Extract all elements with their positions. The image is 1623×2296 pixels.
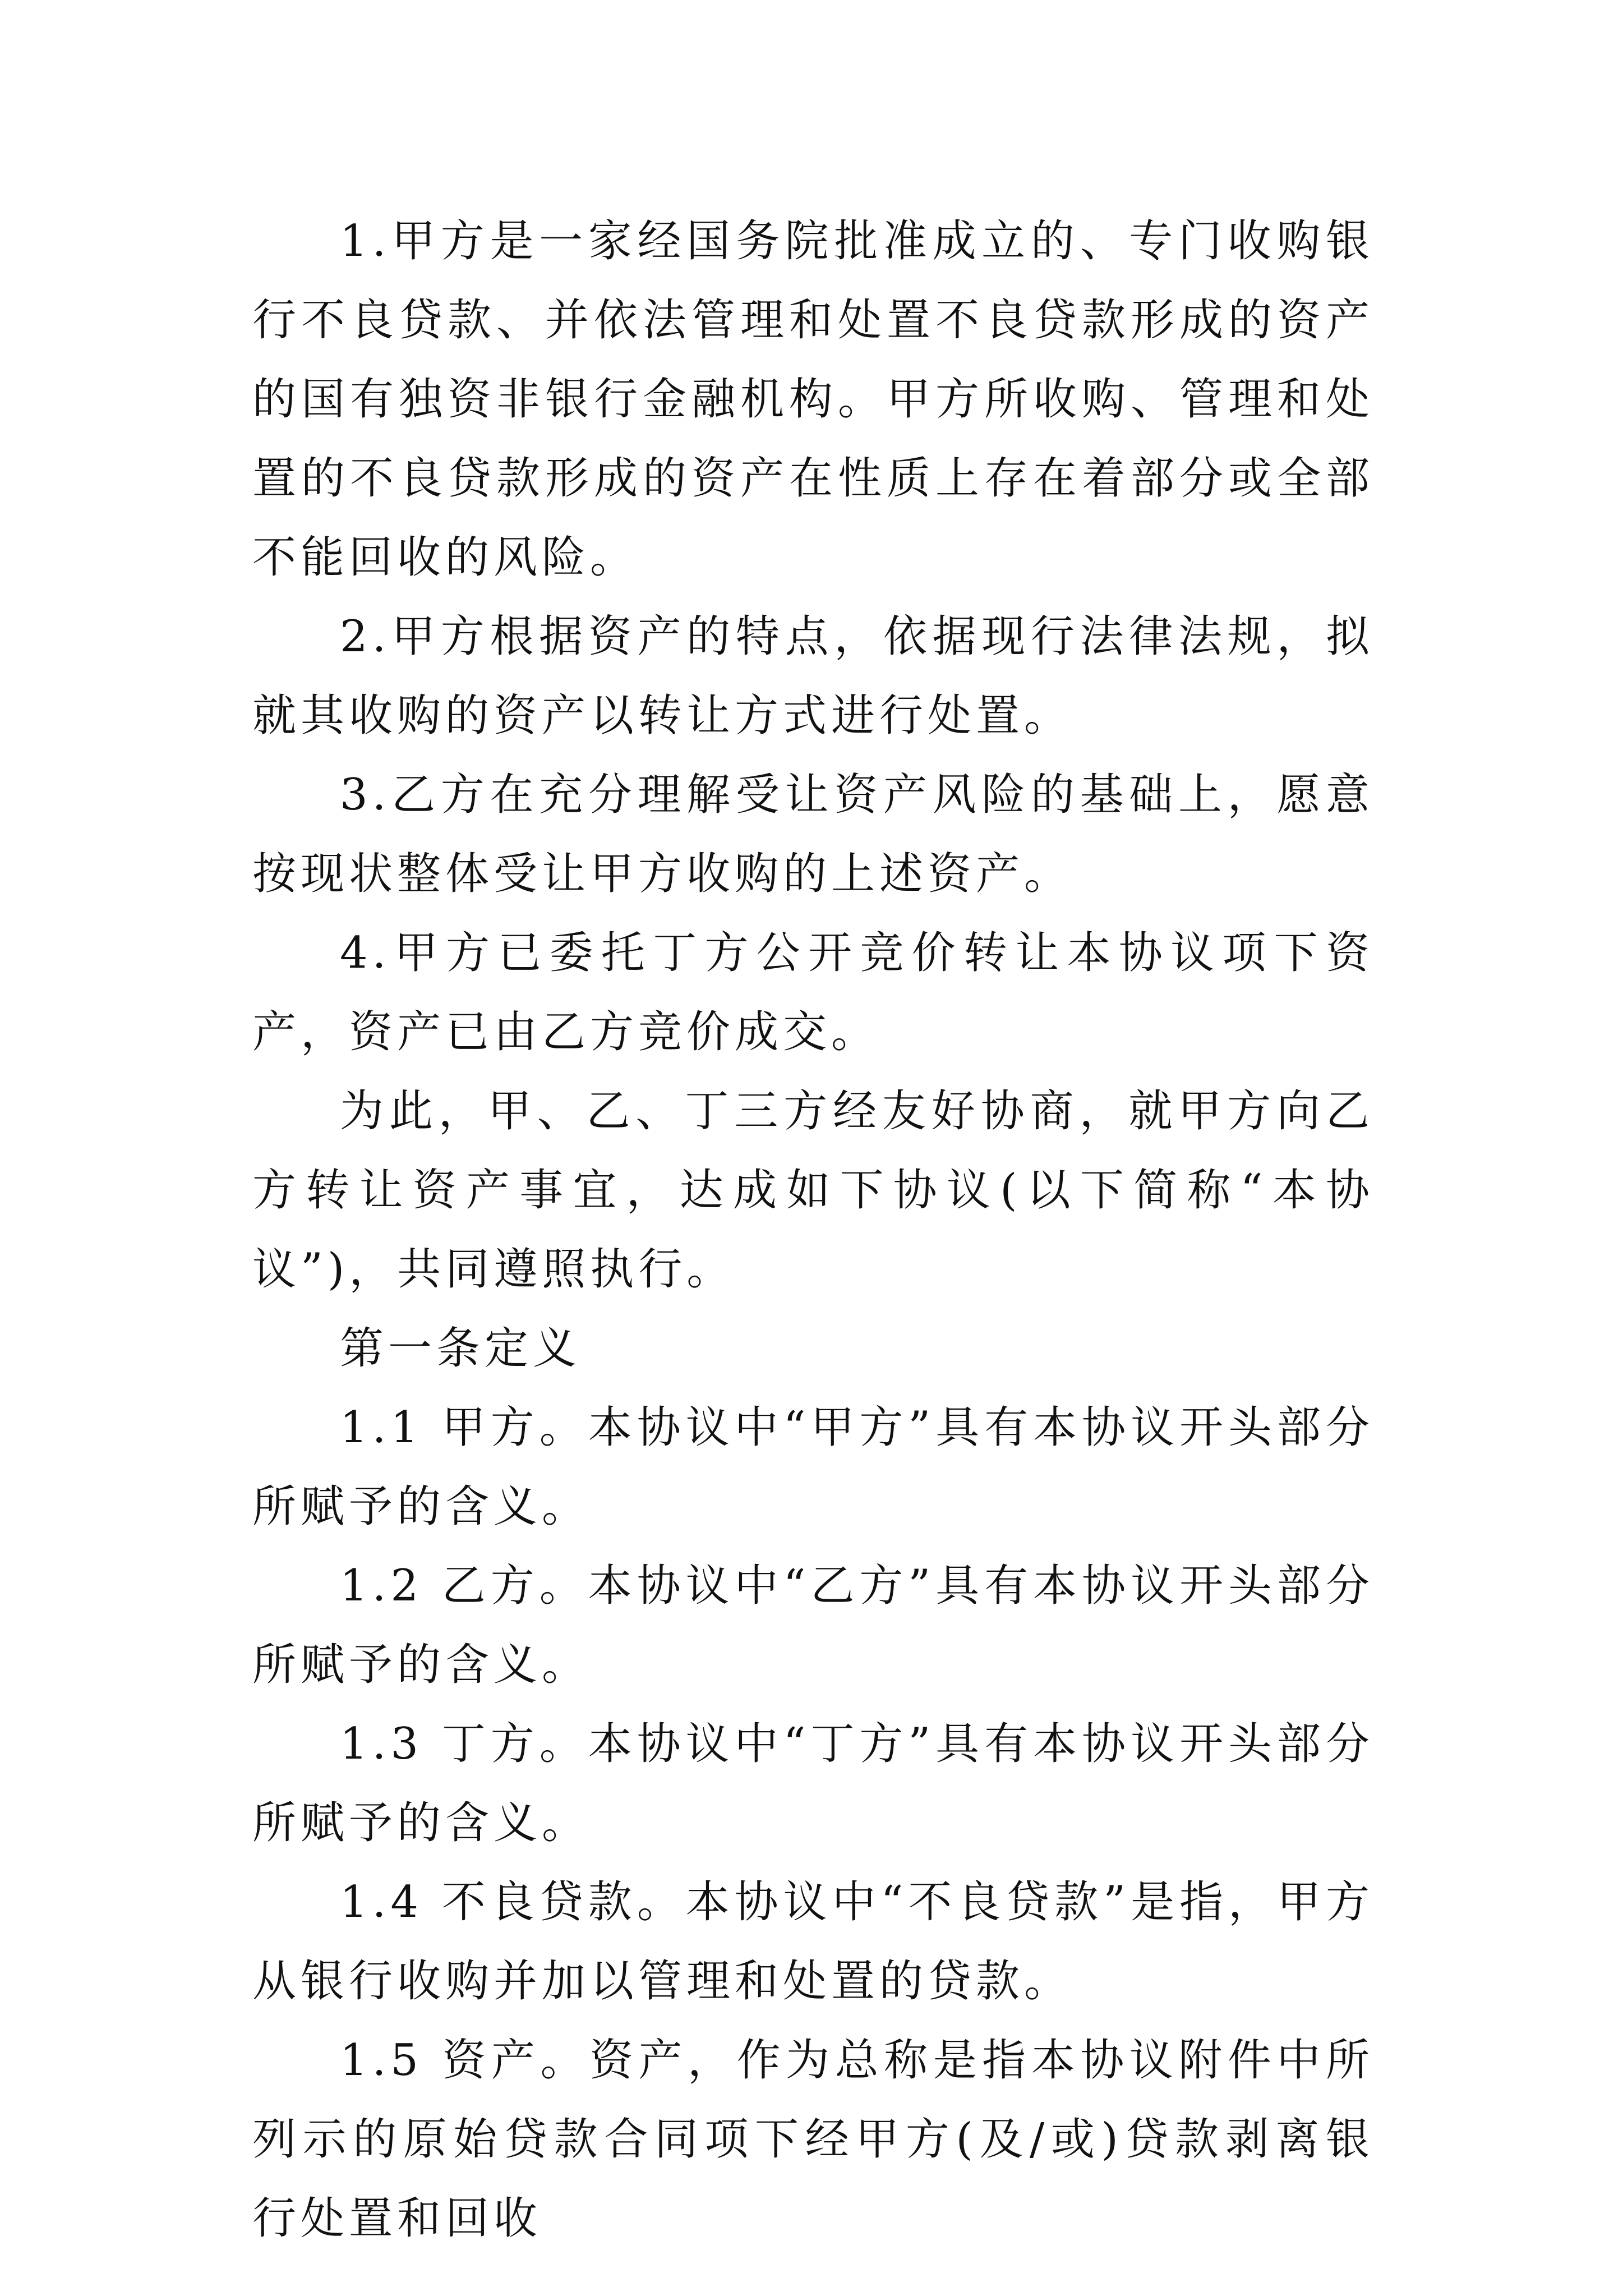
paragraph-clause-1: 1.甲方是一家经国务院批准成立的、专门收购银行不良贷款、并依法管理和处置不良贷款形成的资产的国有独资非银行金融机构。甲方所收购、管理和处置的不良贷款形成的资产在性质上存在着部分或全部不能回收的风险。 xyxy=(252,216,1374,583)
article-heading-definitions: 第一条定义 xyxy=(340,1323,582,1374)
paragraph-clause-2: 2.甲方根据资产的特点，依据现行法律法规，拟就其收购的资产以转让方式进行处置。 xyxy=(252,611,1374,741)
definition-1-1: 1.1 甲方。本协议中“甲方”具有本协议开头部分所赋予的含义。 xyxy=(252,1402,1374,1532)
paragraph-clause-3: 3.乙方在充分理解受让资产风险的基础上，愿意按现状整体受让甲方收购的上述资产。 xyxy=(252,770,1374,899)
document-body xyxy=(252,202,1374,2258)
definition-1-2: 1.2 乙方。本协议中“乙方”具有本协议开头部分所赋予的含义。 xyxy=(252,1561,1374,1690)
paragraph-agreement-intro: 为此，甲、乙、丁三方经友好协商，就甲方向乙方转让资产事宜，达成如下协议(以下简称“本协议”)，共同遵照执行。 xyxy=(252,1086,1374,1295)
definition-1-5: 1.5 资产。资产，作为总称是指本协议附件中所列示的原始贷款合同项下经甲方(及/或)贷款剥离银行处置和回收 xyxy=(252,2035,1374,2244)
paragraph-clause-4: 4.甲方已委托丁方公开竞价转让本协议项下资产，资产已由乙方竞价成交。 xyxy=(252,928,1374,1057)
definition-1-3: 1.3 丁方。本协议中“丁方”具有本协议开头部分所赋予的含义。 xyxy=(252,1719,1374,1848)
definition-1-4: 1.4 不良贷款。本协议中“不良贷款”是指，甲方从银行收购并加以管理和处置的贷款。 xyxy=(252,1877,1374,2007)
